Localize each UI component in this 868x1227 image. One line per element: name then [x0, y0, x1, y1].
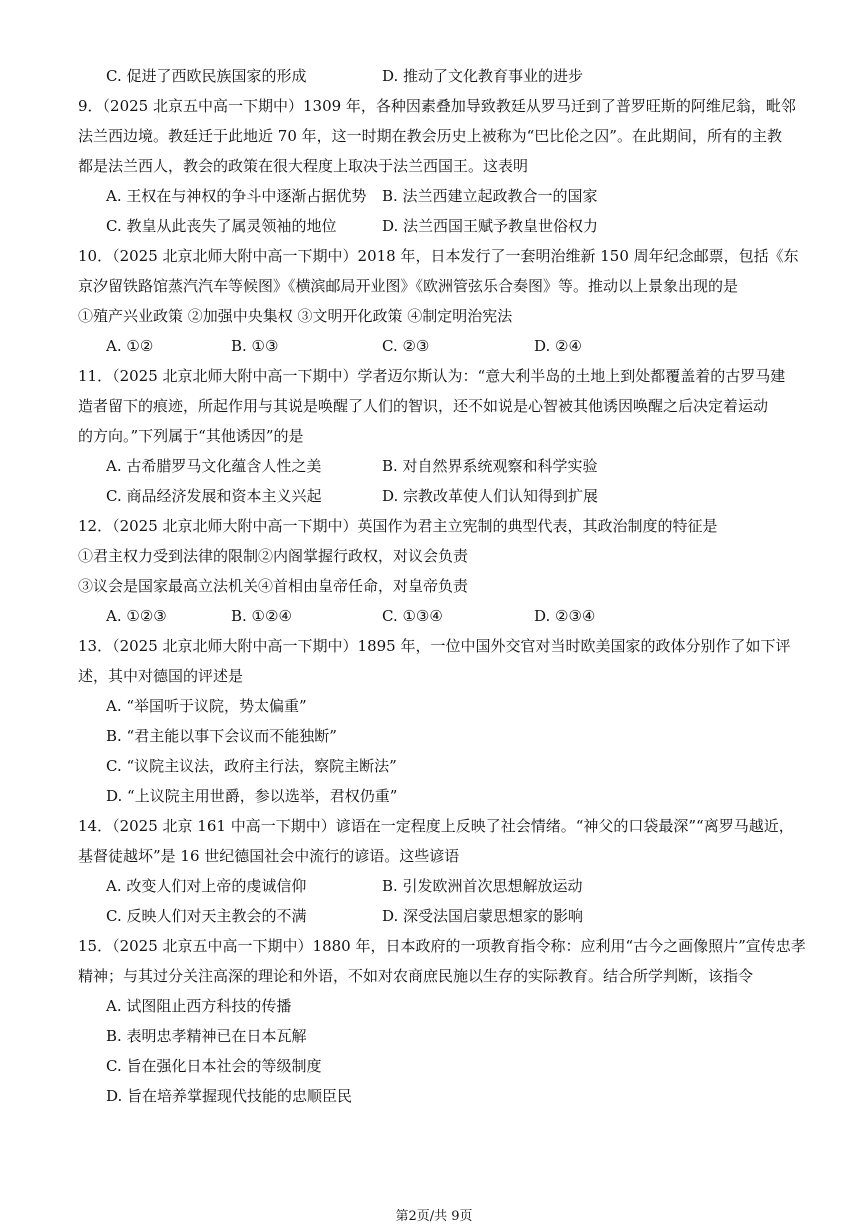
question-text: 造者留下的痕迹，所起作用与其说是唤醒了人们的智识，还不如说是心智被其他诱因唤醒之后决定着运动: [78, 397, 769, 415]
option-c: C. “议院主议法，政府主行法，察院主断法”: [106, 757, 397, 775]
option-a: A. ①②③: [106, 607, 167, 625]
question-text: 13．（2025 北京北师大附中高一下期中）1895 年，一位中国外交官对当时欧美国家的政体分别作了如下评: [78, 637, 791, 655]
question-text: 基督徒越坏”是 16 世纪德国社会中流行的谚语。这些谚语: [78, 847, 460, 865]
question-text: 法兰西边境。教廷迁于此地近 70 年，这一时期在教会历史上被称为“巴比伦之囚”。在此期间，所有的主教: [78, 127, 782, 145]
option-b: B. 对自然界系统观察和科学实验: [382, 457, 598, 475]
question-text: 10．（2025 北京北师大附中高一下期中）2018 年，日本发行了一套明治维新 150 周年纪念邮票，包括《东: [78, 247, 799, 265]
option-b: B. 法兰西建立起政教合一的国家: [382, 187, 598, 205]
option-a: A. 试图阻止西方科技的传播: [106, 997, 292, 1015]
option-d: D. “上议院主用世爵，参以选举，君权仍重”: [106, 787, 398, 805]
question-text: 11．（2025 北京北师大附中高一下期中）学者迈尔斯认为：“意大利半岛的土地上到处都覆盖着的古罗马建: [78, 367, 786, 385]
option-d: D. ②③④: [534, 607, 596, 625]
option-a: A. 王权在与神权的争斗中逐渐占据优势: [106, 187, 367, 205]
option-c: C. ①③④: [382, 607, 443, 625]
option-d: D. 旨在培养掌握现代技能的忠顺臣民: [106, 1087, 353, 1105]
question-text: 述，其中对德国的评述是: [78, 667, 244, 685]
option-a: A. 改变人们对上帝的虔诚信仰: [106, 877, 307, 895]
option-b: B. ①③: [231, 337, 279, 355]
option-c: C. 促进了西欧民族国家的形成: [106, 67, 307, 85]
option-d: D. 推动了文化教育事业的进步: [382, 67, 584, 85]
option-c: C. ②③: [382, 337, 430, 355]
option-c: C. 商品经济发展和资本主义兴起: [106, 487, 322, 505]
option-b: B. ①②④: [231, 607, 292, 625]
option-b: B. “君主能以事下会议而不能独断”: [106, 727, 337, 745]
question-text: 12．（2025 北京北师大附中高一下期中）英国作为君主立宪制的典型代表，其政治制度的特征是: [78, 517, 718, 535]
option-c: C. 教皇从此丧失了属灵领袖的地位: [106, 217, 337, 235]
question-text: 都是法兰西人，教会的政策在很大程度上取决于法兰西国王。这表明: [78, 157, 529, 175]
option-c: C. 反映人们对天主教会的不满: [106, 907, 307, 925]
statement-list: ①殖产兴业政策 ②加强中央集权 ③文明开化政策 ④制定明治宪法: [78, 307, 513, 325]
statement-list: ①君主权力受到法律的限制②内阁掌握行政权，对议会负责: [78, 547, 469, 565]
option-d: D. 法兰西国王赋予教皇世俗权力: [382, 217, 599, 235]
option-a: A. “举国听于议院，势太偏重”: [106, 697, 307, 715]
option-a: A. ①②: [106, 337, 154, 355]
option-b: B. 表明忠孝精神已在日本瓦解: [106, 1027, 307, 1045]
option-a: A. 古希腊罗马文化蕴含人性之美: [106, 457, 322, 475]
option-b: B. 引发欧洲首次思想解放运动: [382, 877, 583, 895]
question-text: 15．（2025 北京五中高一下期中）1880 年，日本政府的一项教育指令称：应利用“古今之画像照片”宣传忠孝: [78, 937, 806, 955]
statement-list: ③议会是国家最高立法机关④首相由皇帝任命，对皇帝负责: [78, 577, 469, 595]
question-text: 精神；与其过分关注高深的理论和外语，不如对农商庶民施以生存的实际教育。结合所学判断，该指令: [78, 967, 754, 985]
question-text: 14．（2025 北京 161 中高一下期中）谚语在一定程度上反映了社会情绪。“神父的口袋最深”“离罗马越近，: [78, 817, 794, 835]
page-number: 第2页/共 9页: [395, 1209, 473, 1224]
question-text: 京汐留铁路馆蒸汽汽车等候图》《横滨邮局开业图》《欧洲管弦乐合奏图》等。推动以上景象出现的是: [78, 277, 739, 295]
option-d: D. 宗教改革使人们认知得到扩展: [382, 487, 599, 505]
question-text: 的方向。”下列属于“其他诱因”的是: [78, 427, 304, 445]
option-c: C. 旨在强化日本社会的等级制度: [106, 1057, 322, 1075]
option-d: D. 深受法国启蒙思想家的影响: [382, 907, 584, 925]
question-text: 9．（2025 北京五中高一下期中）1309 年，各种因素叠加导致教廷从罗马迁到了普罗旺斯的阿维尼翁，毗邻: [78, 97, 796, 115]
option-d: D. ②④: [534, 337, 582, 355]
